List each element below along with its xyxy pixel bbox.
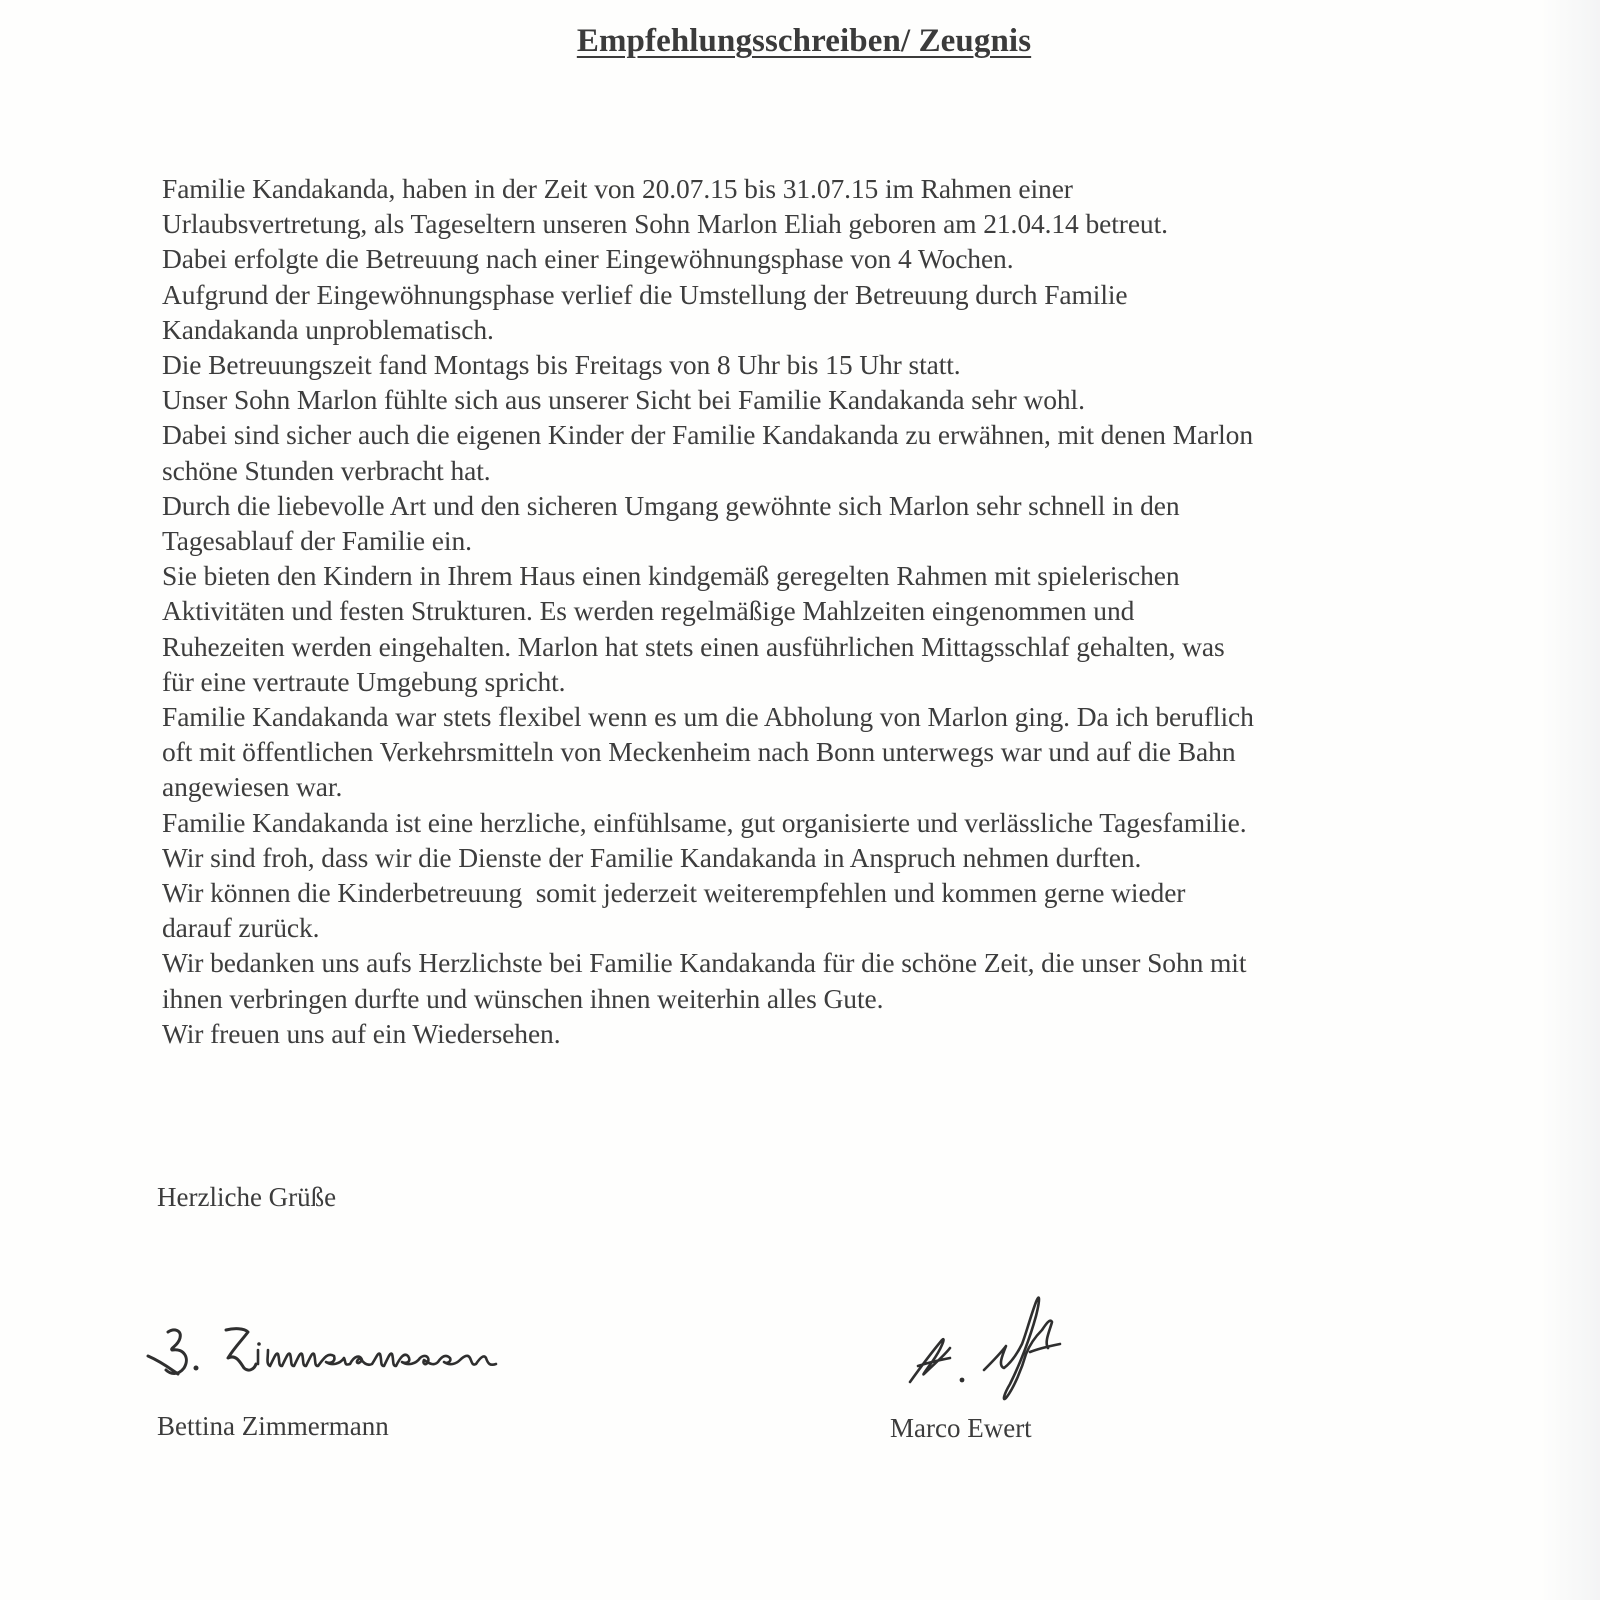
letter-body — [162, 171, 1482, 1051]
body-line: ihnen verbringen durfte und wünschen ihnen weiterhin alles Gute. — [162, 982, 884, 1014]
signatory-name: Marco Ewert — [890, 1413, 1032, 1443]
body-line: Dabei erfolgte die Betreuung nach einer Eingewöhnungsphase von 4 Wochen. — [162, 243, 1014, 275]
handwritten-signature-icon — [140, 1318, 580, 1398]
closing-salutation: Herzliche Grüße — [157, 1182, 337, 1212]
body-line: schöne Stunden verbracht hat. — [162, 454, 491, 486]
body-line: Wir freuen uns auf ein Wiedersehen. — [162, 1017, 561, 1049]
body-line: Die Betreuungszeit fand Montags bis Freitags von 8 Uhr bis 15 Uhr statt. — [162, 349, 961, 381]
document-title: Empfehlungsschreiben/ Zeugnis — [576, 23, 1032, 59]
body-line: angewiesen war. — [162, 771, 343, 803]
body-line: Urlaubsvertretung, als Tageseltern unseren Sohn Marlon Eliah geboren am 21.04.14 betreut. — [162, 208, 1168, 240]
body-line: Aktivitäten und festen Strukturen. Es werden regelmäßige Mahlzeiten eingenommen und — [162, 595, 1135, 627]
document-title-wrapper — [0, 22, 1600, 60]
body-line: Tagesablauf der Familie ein. — [162, 525, 472, 557]
handwritten-signature-icon — [880, 1272, 1120, 1412]
body-line: Familie Kandakanda ist eine herzliche, einfühlsame, gut organisierte und verlässliche Tagesfamilie. — [162, 806, 1247, 838]
signatory-name: Bettina Zimmermann — [157, 1411, 389, 1441]
body-line: für eine vertraute Umgebung spricht. — [162, 665, 566, 697]
body-line: Unser Sohn Marlon fühlte sich aus unserer Sicht bei Familie Kandakanda sehr wohl. — [162, 384, 1085, 416]
body-line: Ruhezeiten werden eingehalten. Marlon hat stets einen ausführlichen Mittagsschlaf gehalten, was — [162, 630, 1225, 662]
body-line: Familie Kandakanda, haben in der Zeit von 20.07.15 bis 31.07.15 im Rahmen einer — [162, 173, 1073, 204]
body-line: Aufgrund der Eingewöhnungsphase verlief die Umstellung der Betreuung durch Familie — [162, 278, 1128, 310]
body-line: Durch die liebevolle Art und den sicheren Umgang gewöhnte sich Marlon sehr schnell in den — [162, 489, 1180, 521]
scan-edge-shadow — [1540, 0, 1600, 1600]
signature-block-bettina-zimmermann — [140, 1318, 580, 1441]
body-line: Kandakanda unproblematisch. — [162, 313, 494, 345]
body-line: Wir sind froh, dass wir die Dienste der Familie Kandakanda in Anspruch nehmen durften. — [162, 841, 1142, 873]
body-line: Sie bieten den Kindern in Ihrem Haus einen kindgemäß geregelten Rahmen mit spielerischen — [162, 560, 1180, 592]
body-line: Familie Kandakanda war stets flexibel wenn es um die Abholung von Marlon ging. Da ich beruflich — [162, 701, 1254, 733]
body-line: Wir können die Kinderbetreuung somit jederzeit weiterempfehlen und kommen gerne wieder — [162, 877, 1186, 909]
signature-block-marco-ewert — [880, 1272, 1120, 1443]
body-line: Wir bedanken uns aufs Herzlichste bei Familie Kandakanda für die schöne Zeit, die unser Sohn mit — [162, 947, 1247, 979]
body-line: Dabei sind sicher auch die eigenen Kinder der Familie Kandakanda zu erwähnen, mit denen Marlon — [162, 419, 1253, 451]
body-line: darauf zurück. — [162, 912, 320, 944]
body-line: oft mit öffentlichen Verkehrsmitteln von Meckenheim nach Bonn unterwegs war und auf die Bahn — [162, 736, 1236, 768]
